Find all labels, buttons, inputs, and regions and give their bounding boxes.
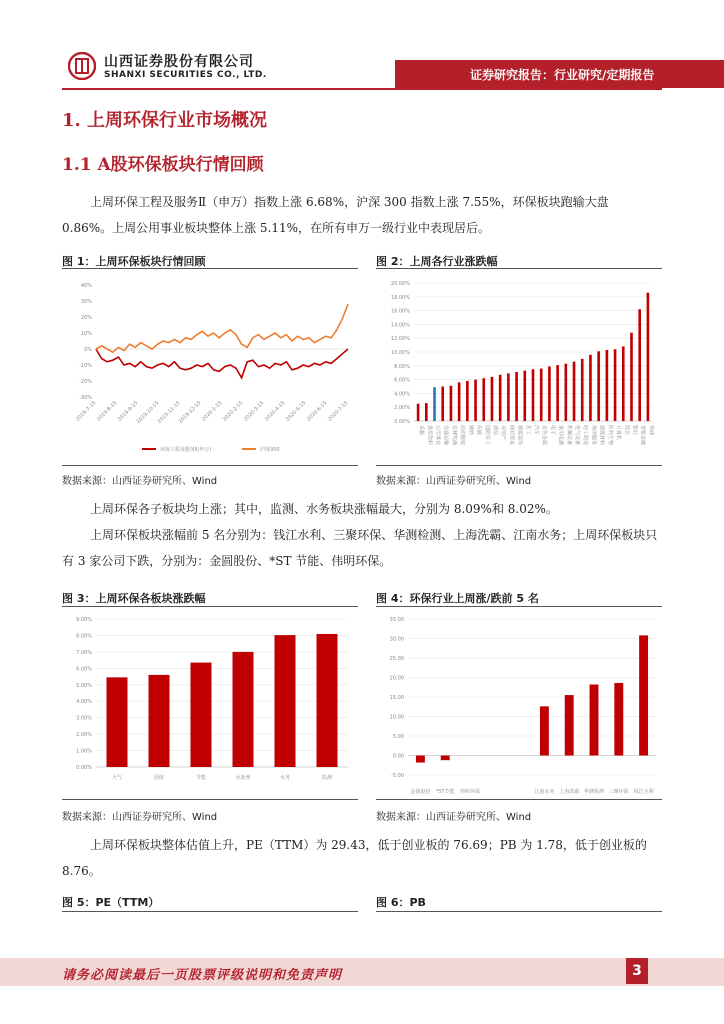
company-name-en: SHANXI SECURITIES CO., LTD. <box>104 70 267 80</box>
y-tick-label: 10.00% <box>390 350 410 356</box>
x-tick-label: 计算机 <box>615 425 622 441</box>
bar <box>630 333 633 421</box>
x-tick-label: 汽车 <box>533 425 539 436</box>
bar <box>515 372 518 421</box>
bar <box>466 381 469 421</box>
x-tick-label: 纺织服装 <box>459 425 466 446</box>
x-tick-label: 2020-2-15 <box>221 400 245 423</box>
figure-6-title: 图 6：PB <box>376 896 426 909</box>
x-tick-label: 券商 <box>647 425 654 436</box>
x-tick-label: 农林牧渔 <box>450 425 457 446</box>
x-tick-label: 房地产 <box>500 425 507 441</box>
x-tick-label: 有色金属 <box>541 425 548 446</box>
bar <box>491 377 494 421</box>
x-tick-label: 采掘 <box>418 425 425 436</box>
bar <box>540 369 543 421</box>
x-tick-label: 非银金融 <box>639 425 646 446</box>
bar <box>581 359 584 421</box>
y-tick-label: 3.00% <box>76 715 92 722</box>
x-tick-label: 2019-11-15 <box>156 400 182 425</box>
bar <box>556 365 559 421</box>
y-tick-label: 14.00% <box>390 322 410 329</box>
x-tick-label: 伟明环保 <box>459 789 481 795</box>
x-tick-label: 建筑装饰 <box>516 425 523 446</box>
bar <box>532 369 535 421</box>
paragraph-text: 上周环保板块整体估值上升，PE（TTM）为 29.43，低于创业板的 76.69；PB 为 1.78，低于创业板的 8.76。 <box>62 838 647 878</box>
bar <box>647 293 650 421</box>
y-tick-label: 5.00% <box>76 682 92 689</box>
y-tick-label: 0% <box>84 347 92 353</box>
x-tick-label: 华测检测 <box>583 789 605 795</box>
y-tick-label: 4.00% <box>76 699 92 706</box>
x-tick-label: 建筑材料 <box>598 425 605 446</box>
figure-2-title: 图 2：上周各行业涨跌幅 <box>376 255 498 268</box>
figure-1-title: 图 1：上周环保板块行情回顾 <box>62 255 206 268</box>
x-tick-label: 金圆股份 <box>410 789 431 795</box>
figure-3-title: 图 3：上周环保各板块涨跌幅 <box>62 592 206 605</box>
x-tick-label: 监测 <box>321 775 333 781</box>
bar <box>565 364 568 421</box>
x-tick-label: 机械设备 <box>565 425 572 446</box>
y-tick-label: 35.00 <box>389 617 404 623</box>
footer-disclaimer: 请务必阅读最后一页股票评级说明和免责声明 <box>62 968 343 983</box>
x-tick-label: 国防军工 <box>483 425 490 446</box>
y-tick-label: 0.00% <box>394 419 410 425</box>
x-tick-label: 2020-3-15 <box>242 400 266 423</box>
x-tick-label: 水处理 <box>235 775 251 781</box>
bar <box>614 683 623 756</box>
x-tick-label: 水务 <box>279 775 291 781</box>
y-tick-label: -10% <box>79 363 92 369</box>
x-tick-label: 2020-7-15 <box>326 400 350 423</box>
y-tick-label: 1.00% <box>76 748 92 755</box>
x-tick-label: 钢铁 <box>467 425 474 436</box>
y-tick-label: 25.00 <box>389 656 404 662</box>
x-tick-label: 大气 <box>111 775 123 781</box>
x-tick-label: 商业贸易 <box>508 425 515 446</box>
figure-5-title: 图 5：PE（TTM） <box>62 896 160 909</box>
y-tick-label: -30% <box>79 395 92 401</box>
x-tick-label: 交通运输 <box>442 425 449 446</box>
x-tick-label: 2019-7-15 <box>74 400 98 423</box>
y-tick-label: 0.00% <box>76 765 92 771</box>
bar <box>317 634 338 767</box>
x-tick-label: 综合 <box>623 425 630 436</box>
company-name-cn: 山西证券股份有限公司 <box>104 54 254 70</box>
bar <box>425 403 428 421</box>
y-tick-label: 0.00 <box>392 753 404 760</box>
figure-3-box <box>62 606 358 800</box>
x-tick-label: 传媒 <box>475 425 482 436</box>
bar <box>482 378 485 421</box>
y-tick-label: 30.00 <box>389 636 404 643</box>
x-tick-label: 公用事业 <box>434 425 441 446</box>
y-tick-label: 6.00% <box>76 666 92 673</box>
paragraph-top-movers <box>62 522 662 574</box>
y-tick-label: 8.00% <box>76 633 92 640</box>
x-tick-label: 2019-10-15 <box>135 400 161 425</box>
bar <box>523 371 526 421</box>
figure-2-bar-chart <box>376 269 662 465</box>
bar <box>540 706 549 755</box>
y-tick-label: 4.00% <box>394 391 410 398</box>
figure-4-box <box>376 606 662 800</box>
y-tick-label: 30% <box>80 299 92 305</box>
bar <box>441 756 450 761</box>
bar <box>606 350 609 421</box>
x-tick-label: 上海洗霸 <box>559 789 580 795</box>
paragraph-text: 上周环保板块涨幅前 5 名分别为：钱江水利、三聚环保、华测检测、上海洗霸、江南水务；上周环保板块只有 3 家公司下跌，分别为：金圆股份、*ST 节能、伟明环保。 <box>62 528 658 568</box>
figure-2-box <box>376 268 662 466</box>
legend-label-1: 环保工程及服务Ⅱ(申万) <box>160 447 212 453</box>
x-tick-label: 化工 <box>524 425 531 436</box>
x-tick-label: 2020-6-15 <box>305 400 329 423</box>
bar <box>638 309 641 421</box>
x-tick-label: 通信 <box>491 425 498 436</box>
subsection-title: 1.1 A股环保板块行情回顾 <box>62 155 264 175</box>
bar <box>589 355 592 421</box>
y-tick-label: 40% <box>80 283 92 289</box>
x-tick-label: 电子 <box>549 425 556 436</box>
x-tick-label: 2020-5-15 <box>284 400 308 423</box>
x-tick-label: 2020-4-15 <box>263 400 287 423</box>
y-tick-label: 16.00% <box>390 308 410 315</box>
y-tick-label: 15.00 <box>389 695 404 701</box>
y-tick-label: 20.00% <box>390 281 410 287</box>
bar <box>622 346 625 421</box>
bar <box>441 387 444 422</box>
x-tick-label: 三聚环保 <box>608 789 629 795</box>
page-number: 3 <box>626 958 648 984</box>
bar <box>433 387 436 421</box>
bar <box>450 386 453 421</box>
bar <box>639 635 648 755</box>
x-tick-label: 2019-8-15 <box>95 400 119 423</box>
figure-5-rule <box>62 911 358 912</box>
y-tick-label: 12.00% <box>390 336 410 343</box>
x-tick-label: 休闲服务 <box>590 425 597 446</box>
x-tick-label: 银行 <box>631 425 638 436</box>
x-tick-label: 2019-12-15 <box>177 400 203 425</box>
x-tick-label: 2019-9-15 <box>116 400 140 423</box>
bar <box>458 382 461 421</box>
x-tick-label: 食品饮料 <box>426 425 433 446</box>
x-tick-label: *ST节能 <box>435 789 455 795</box>
y-tick-label: 5.00 <box>392 734 404 740</box>
y-tick-label: 10% <box>80 331 92 337</box>
bar <box>590 685 599 756</box>
figure-4-bar-chart <box>376 607 662 799</box>
y-tick-label: 18.00% <box>390 294 410 301</box>
bar <box>474 380 477 421</box>
bar <box>417 404 420 421</box>
report-type: 证券研究报告：行业研究/定期报告 <box>470 68 655 82</box>
paragraph-valuation <box>62 832 662 884</box>
paragraph-index-review <box>62 189 662 241</box>
paragraph-text: 上周环保各子板块均上涨；其中，监测、水务板块涨幅最大，分别为 8.09%和 8.02%。 <box>90 502 558 516</box>
x-tick-label: 医药生物 <box>606 425 613 446</box>
x-tick-label: 固废 <box>153 775 165 781</box>
bar <box>507 373 510 421</box>
bar <box>499 375 502 421</box>
x-tick-label: 江南水务 <box>534 789 555 795</box>
y-tick-label: 10.00 <box>389 714 404 721</box>
figure-2-source: 数据来源：山西证券研究所、Wind <box>376 476 532 487</box>
bar <box>275 635 296 767</box>
series-line-2 <box>96 304 348 352</box>
x-tick-label: 家用电器 <box>557 425 564 446</box>
y-tick-label: 8.00% <box>394 363 410 370</box>
bar <box>149 675 170 767</box>
bar <box>573 362 576 421</box>
y-tick-label: -5.00 <box>391 773 404 779</box>
y-tick-label: 20% <box>80 315 92 321</box>
series-line-1 <box>96 349 348 378</box>
paragraph-sub-sectors <box>62 496 662 522</box>
figure-1-box <box>62 268 358 466</box>
company-logo-icon <box>68 52 96 80</box>
y-tick-label: -20% <box>79 379 92 385</box>
y-tick-label: 20.00 <box>389 675 404 682</box>
figure-4-title: 图 4：环保行业上周涨/跌前 5 名 <box>376 592 539 605</box>
header-divider <box>62 88 662 90</box>
figure-1-line-chart <box>62 269 358 465</box>
x-tick-label: 2020-1-15 <box>200 400 224 423</box>
x-tick-label: 轻工制造 <box>582 425 589 446</box>
x-tick-label: 节能 <box>195 775 207 781</box>
y-tick-label: 2.00% <box>394 405 410 412</box>
section-title: 1. 上周环保行业市场概况 <box>62 110 268 131</box>
figure-6-rule <box>376 911 662 912</box>
legend-label-2: 沪深300 <box>260 447 280 453</box>
figure-3-source: 数据来源：山西证券研究所、Wind <box>62 812 218 823</box>
figure-4-source: 数据来源：山西证券研究所、Wind <box>376 812 532 823</box>
y-tick-label: 2.00% <box>76 732 92 739</box>
bar <box>107 677 128 767</box>
bar <box>416 756 425 763</box>
bar <box>614 349 617 421</box>
x-tick-label: 钱江水利 <box>633 789 654 795</box>
bar <box>597 351 600 421</box>
y-tick-label: 6.00% <box>394 377 410 384</box>
bar <box>233 652 254 767</box>
bar <box>548 366 551 421</box>
y-tick-label: 7.00% <box>76 649 92 656</box>
figure-1-source: 数据来源：山西证券研究所、Wind <box>62 476 218 487</box>
x-tick-label: 电气设备 <box>574 425 581 446</box>
figure-3-bar-chart <box>62 607 358 799</box>
bar <box>191 663 212 767</box>
bar <box>565 695 574 755</box>
paragraph-text: 上周环保工程及服务Ⅱ（申万）指数上涨 6.68%，沪深 300 指数上涨 7.55%，环保板块跑输大盘 0.86%。上周公用事业板块整体上涨 5.11%，在所有申万一级行业中表现居后。 <box>62 195 609 235</box>
y-tick-label: 9.00% <box>76 617 92 623</box>
